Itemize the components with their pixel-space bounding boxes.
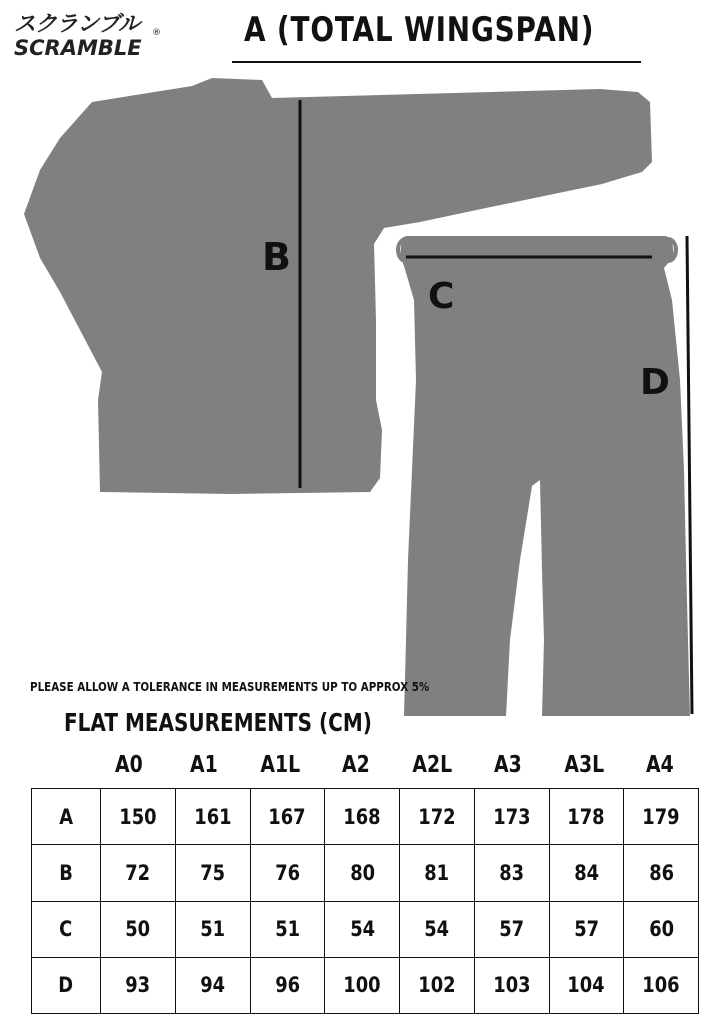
table-cell: 76 xyxy=(250,845,325,901)
table-cell: 57 xyxy=(549,901,624,957)
table-cell: 179 xyxy=(624,789,699,845)
table-cell: 100 xyxy=(325,957,400,1013)
table-row xyxy=(32,845,699,901)
size-header: A4 xyxy=(646,752,674,778)
table-cell: 84 xyxy=(549,845,624,901)
table-cell: 161 xyxy=(175,789,250,845)
table-cell: 96 xyxy=(250,957,325,1013)
size-header: A3L xyxy=(564,752,604,778)
size-header: A2 xyxy=(342,752,370,778)
table-cell: 103 xyxy=(474,957,549,1013)
table-row xyxy=(32,789,699,845)
scramble-logo xyxy=(14,12,161,62)
table-cell: 54 xyxy=(325,901,400,957)
table-cell: 60 xyxy=(624,901,699,957)
table-cell: 54 xyxy=(400,901,475,957)
table-cell: 81 xyxy=(400,845,475,901)
table-cell: 72 xyxy=(101,845,176,901)
label-d: D xyxy=(640,362,670,403)
garment-diagram xyxy=(0,70,724,730)
size-header: A0 xyxy=(115,752,143,778)
label-b: B xyxy=(262,235,291,279)
table-cell: 106 xyxy=(624,957,699,1013)
table-cell: 75 xyxy=(175,845,250,901)
table-cell: 83 xyxy=(474,845,549,901)
row-label: C xyxy=(32,901,101,957)
label-c: C xyxy=(428,276,455,317)
logo-brand-name: SCRAMBLE xyxy=(14,36,142,60)
page-title: A (TOTAL WINGSPAN) xyxy=(244,10,595,50)
table-cell: 104 xyxy=(549,957,624,1013)
table-cell: 150 xyxy=(101,789,176,845)
table-cell: 51 xyxy=(250,901,325,957)
table-cell: 172 xyxy=(400,789,475,845)
table-row xyxy=(32,901,699,957)
table-cell: 173 xyxy=(474,789,549,845)
registered-mark: ® xyxy=(152,28,161,38)
size-header: A1 xyxy=(190,752,218,778)
table-cell: 57 xyxy=(474,901,549,957)
table-cell: 50 xyxy=(101,901,176,957)
table-cell: 102 xyxy=(400,957,475,1013)
row-label: A xyxy=(32,789,101,845)
table-cell: 167 xyxy=(250,789,325,845)
tolerance-note: PLEASE ALLOW A TOLERANCE IN MEASUREMENTS UP TO APPROX 5% xyxy=(30,680,430,694)
table-row xyxy=(32,957,699,1013)
table-cell: 80 xyxy=(325,845,400,901)
table-cell: 94 xyxy=(175,957,250,1013)
title-underline xyxy=(232,61,641,63)
measurements-table xyxy=(31,788,699,1014)
row-label: D xyxy=(32,957,101,1013)
row-label: B xyxy=(32,845,101,901)
table-cell: 178 xyxy=(549,789,624,845)
size-header: A1L xyxy=(260,752,300,778)
table-cell: 51 xyxy=(175,901,250,957)
size-header: A3 xyxy=(494,752,522,778)
logo-japanese-text: スクランブル xyxy=(14,12,140,37)
table-cell: 86 xyxy=(624,845,699,901)
table-cell: 93 xyxy=(101,957,176,1013)
measurements-title: FLAT MEASUREMENTS (CM) xyxy=(64,708,372,737)
size-header: A2L xyxy=(412,752,452,778)
table-cell: 168 xyxy=(325,789,400,845)
